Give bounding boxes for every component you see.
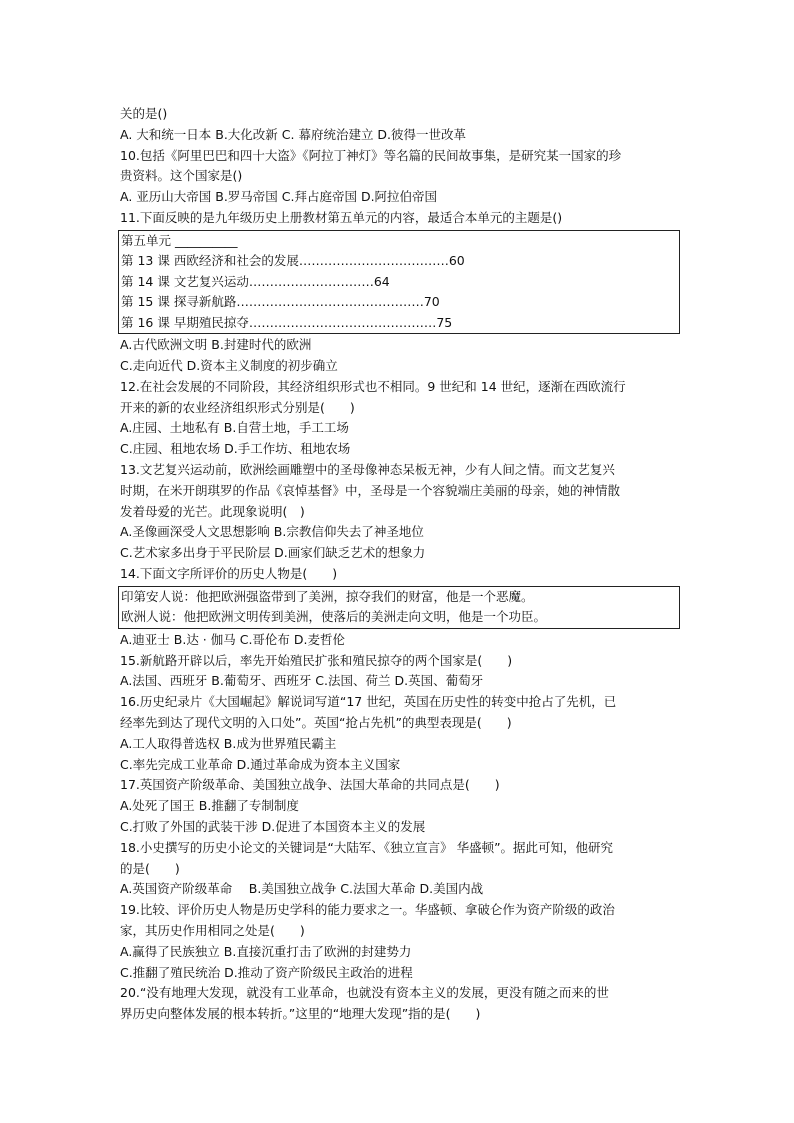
answer-options: C.庄园、租地农场 D.手工作坊、租地农场 [120,441,351,457]
document-page [120,104,680,1025]
answer-options: C.率先完成工业革命 D.通过革命成为资本主义国家 [120,756,401,772]
question-18: 18.小史撰写的历史小论文的关键词是“大陆军、《独立宣言》 华盛顿”。据此可知，他研究 [120,839,614,855]
lines-middle [120,335,680,585]
lesson-entry: 第 14 课 文艺复兴运动…………………………64 [121,273,390,289]
answer-options: A. 大和统一日本 B.大化改新 C. 幕府统治建立 D.彼得一世改革 [120,126,467,142]
answer-options: A.英国资产阶级革命 B.美国独立战争 C.法国大革命 D.美国内战 [120,881,484,897]
text-line: 界历史向整体发展的根本转折。”这里的“地理大发现”指的是( ) [120,1006,481,1022]
answer-options: C.走向近代 D.资本主义制度的初步确立 [120,358,338,374]
answer-options: A.古代欧洲文明 B.封建时代的欧洲 [120,337,312,353]
lines-after [120,630,680,1025]
quote-line: 欧洲人说：他把欧洲文明传到美洲，使落后的美洲走向文明，他是一个功臣。 [121,609,547,625]
answer-options: A.赢得了民族独立 B.直接沉重打击了欧洲的封建势力 [120,943,412,959]
answer-options: A.圣像画深受人文思想影响 B.宗教信仰失去了神圣地位 [120,524,424,540]
answer-options: C.打败了外国的武装干涉 D.促进了本国资本主义的发展 [120,819,426,835]
question-14: 14.下面文字所评价的历史人物是( ) [120,566,338,582]
answer-options: A.工人取得普选权 B.成为世界殖民霸主 [120,735,337,751]
question-20: 20.“没有地理大发现，就没有工业革命，也就没有资本主义的发展，更没有随之而来的世 [120,985,609,1001]
quote-box [118,586,680,629]
lesson-entry: 第 15 课 探寻新航路………………………………………70 [121,294,440,310]
answer-options: A.法国、西班牙 B.葡萄牙、西班牙 C.法国、荷兰 D.英国、葡萄牙 [120,673,484,689]
answer-options: A.处死了国王 B.推翻了专制制度 [120,798,299,814]
lesson-entry: 第 13 课 西欧经济和社会的发展………………………………60 [121,253,465,269]
text-line: 家，其历史作用相同之处是( ) [120,923,305,938]
lines-before [120,104,680,229]
question-12: 12.在社会发展的不同阶段，其经济组织形式也不相同。9 世纪和 14 世纪，逐渐在西欧流行 [120,378,626,394]
text-line: 贵资料。这个国家是() [120,168,243,184]
text-line: 时期，在米开朗琪罗的作品《哀悼基督》中，圣母是一个容貌端庄美丽的母亲，她的神情散 [120,482,621,498]
text-line: 的是( ) [120,860,180,876]
quote-line: 印第安人说：他把欧洲强盗带到了美洲，掠夺我们的财富，他是一个恶魔。 [121,588,534,604]
question-15: 15.新航路开辟以后，率先开始殖民扩张和殖民掠夺的两个国家是( ) [120,652,513,668]
question-10: 10.包括《阿里巴巴和四十大盗》《阿拉丁神灯》等名篇的民间故事集，是研究某一国家的珍 [120,147,622,163]
text-line: 开来的新的农业经济组织形式分别是( ) [120,399,355,415]
answer-options: C.推翻了殖民统治 D.推动了资产阶级民主政治的进程 [120,964,413,980]
text-line: 关的是() [120,106,168,121]
answer-options: A.迪亚士 B.达 · 伽马 C.哥伦布 D.麦哲伦 [120,631,345,647]
lesson-entry: 第 16 课 早期殖民掠夺………………………………………75 [121,314,453,330]
answer-options: A. 亚历山大帝国 B.罗马帝国 C.拜占庭帝国 D.阿拉伯帝国 [120,189,438,205]
question-16: 16.历史纪录片《大国崛起》解说词写道“17 世纪，英国在历史性的转变中抢占了先机，已 [120,694,617,710]
question-19: 19.比较、评价历史人物是历史学科的能力要求之一。华盛顿、拿破仑作为资产阶级的政治 [120,902,615,918]
question-17: 17.英国资产阶级革命、美国独立战争、法国大革命的共同点是( ) [120,777,500,793]
text-line: 发着母爱的光芒。此现象说明( ) [120,503,305,519]
answer-options: C.艺术家多出身于平民阶层 D.画家们缺乏艺术的想象力 [120,545,426,561]
unit-title: 第五单元 __________ [121,232,238,248]
text-line: 经率先到达了现代文明的入口处”。英国“抢占先机”的典型表现是( ) [120,715,512,731]
question-13: 13.文艺复兴运动前，欧洲绘画雕塑中的圣母像神态呆板无神，少有人间之情。而文艺复兴 [120,462,615,478]
question-11: 11.下面反映的是九年级历史上册教材第五单元的内容，最适合本单元的主题是() [120,209,563,225]
answer-options: A.庄园、土地私有 B.自营土地，手工工场 [120,420,349,436]
unit-contents-box [118,230,680,335]
